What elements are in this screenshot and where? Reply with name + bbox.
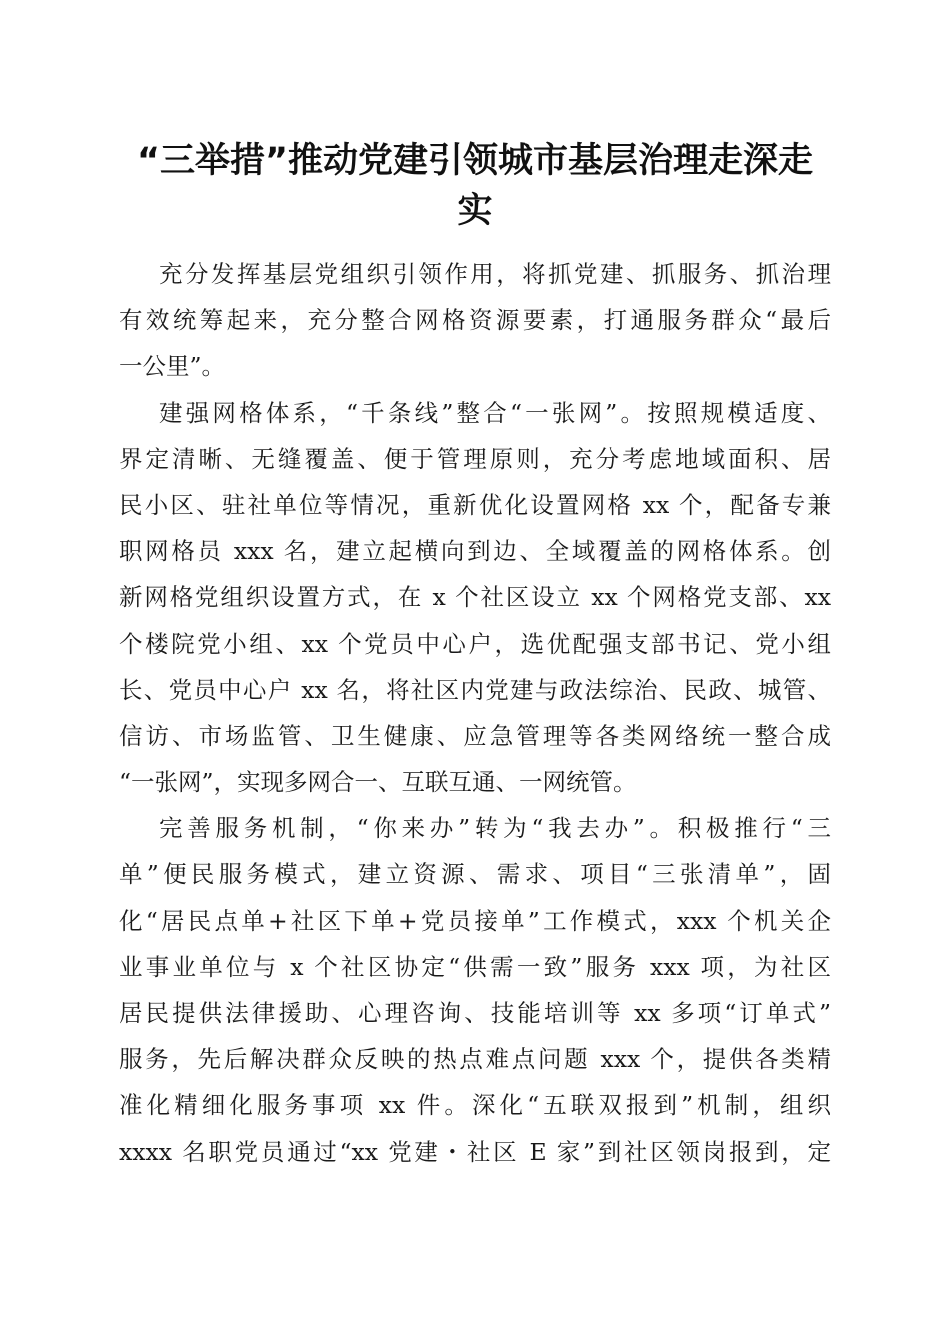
- paragraph-3-line-5: 居民提供法律援助、心理咨询、技能培训等 xx 多项“订单式”: [119, 999, 831, 1027]
- paragraph-2-line-2: 界定清晰、无缝覆盖、便于管理原则，充分考虑地域面积、居: [119, 444, 831, 473]
- paragraph-2-line-8: 信访、市场监管、卫生健康、应急管理等各类网络统一整合成: [119, 721, 831, 750]
- paragraph-2-line-5: 新网格党组织设置方式，在 x 个社区设立 xx 个网格党支部、xx: [119, 583, 831, 612]
- document-title: [100, 136, 850, 236]
- paragraph-3-line-1: 完善服务机制，“你来办”转为“我去办”。积极推行“三: [159, 814, 831, 843]
- paragraph-2-line-7: 长、党员中心户 xx 名，将社区内党建与政法综治、民政、城管、: [119, 675, 831, 704]
- paragraph-3-line-7: 准化精细化服务事项 xx 件。深化“五联双报到”机制，组织: [119, 1091, 831, 1120]
- paragraph-1-line-2: 有效统筹起来，充分整合网格资源要素，打通服务群众“最后: [119, 306, 831, 335]
- paragraph-1-line-3: 一公里”。: [119, 352, 226, 381]
- paragraph-2-line-6: 个楼院党小组、xx 个党员中心户，选优配强支部书记、党小组: [119, 629, 831, 658]
- title-line-1: “三举措”推动党建引领城市基层治理走深走: [136, 141, 813, 181]
- title-line-2: 实: [457, 191, 493, 231]
- paragraph-2-line-3: 民小区、驻社单位等情况，重新优化设置网格 xx 个，配备专兼: [119, 490, 831, 519]
- paragraph-3-line-8: xxxx 名职党员通过“xx 党建・社区 E 家”到社区领岗报到，定: [119, 1137, 831, 1166]
- paragraph-1-line-1: 充分发挥基层党组织引领作用，将抓党建、抓服务、抓治理: [159, 260, 831, 288]
- paragraph-3-line-6: 服务，先后解决群众反映的热点难点问题 xxx 个，提供各类精: [119, 1045, 831, 1074]
- paragraph-2-line-9: “一张网”，实现多网合一、互联互通、一网统管。: [119, 768, 637, 797]
- paragraph-2-line-1: 建强网格体系，“千条线”整合“一张网”。按照规模适度、: [159, 398, 831, 427]
- paragraph-2-line-4: 职网格员 xxx 名，建立起横向到边、全域覆盖的网格体系。创: [119, 537, 831, 566]
- document-body: [119, 251, 831, 1175]
- paragraph-3-line-4: 业事业单位与 x 个社区协定“供需一致”服务 xxx 项，为社区: [119, 952, 831, 981]
- paragraph-3-line-3: 化“居民点单+社区下单+党员接单”工作模式，xxx 个机关企: [119, 906, 831, 935]
- paragraph-3-line-2: 单”便民服务模式，建立资源、需求、项目“三张清单”，固: [119, 860, 831, 889]
